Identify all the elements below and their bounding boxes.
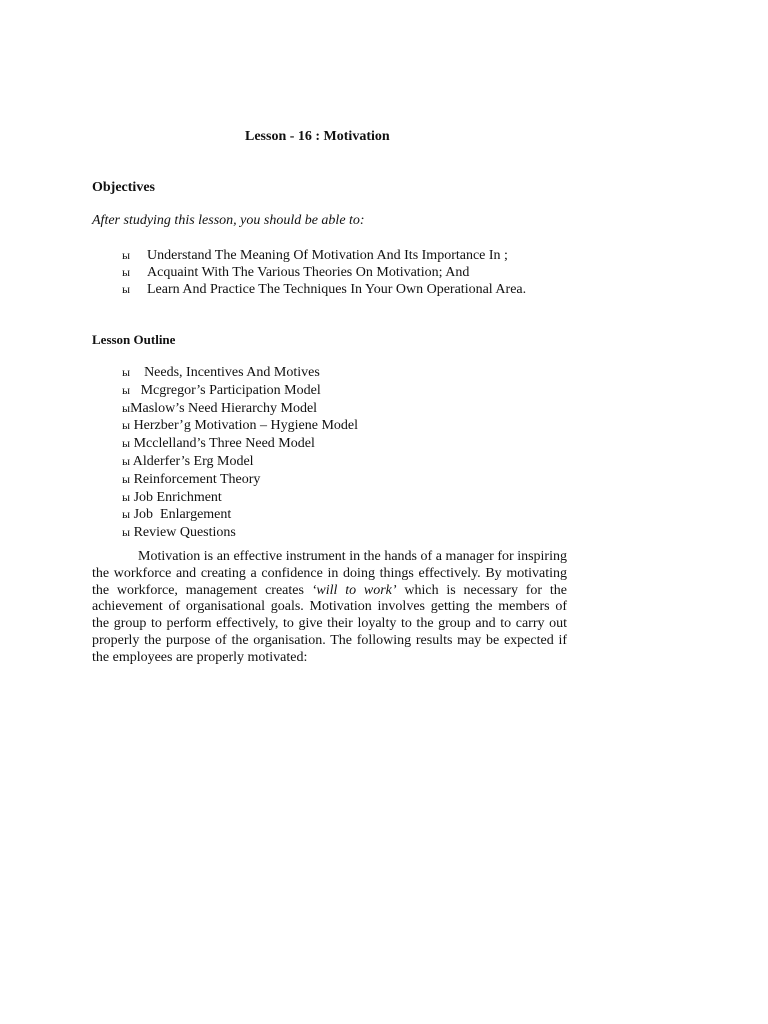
bullet-icon: ы — [122, 471, 131, 486]
outline-list — [122, 364, 358, 542]
objectives-list — [122, 247, 567, 298]
outline-text: Herzber’g Motivation – Hygiene Model — [130, 418, 359, 434]
bullet-icon: ы — [122, 382, 131, 397]
will-to-work-emphasis: ‘will to work’ — [311, 582, 397, 598]
objectives-heading: Objectives — [92, 180, 155, 195]
outline-text: Job Enlargement — [130, 507, 232, 523]
list-item — [122, 471, 358, 489]
bullet-icon: ы — [122, 418, 131, 433]
outline-text: Job Enrichment — [130, 489, 222, 505]
bullet-icon: ы — [122, 507, 131, 522]
objectives-intro: After studying this lesson, you should be able to: — [92, 213, 365, 228]
body-paragraph — [92, 549, 567, 667]
list-item — [122, 281, 567, 298]
list-item — [122, 489, 358, 507]
bullet-icon: ы — [122, 400, 131, 415]
objective-text: Learn And Practice The Techniques In Your Own Operational Area. — [147, 282, 527, 297]
list-item — [122, 417, 358, 435]
bullet-icon: ы — [122, 282, 131, 296]
objective-text: Understand The Meaning Of Motivation And Its Importance In ; — [147, 248, 508, 263]
list-item — [122, 506, 358, 524]
bullet-icon: ы — [122, 489, 131, 504]
list-item — [122, 435, 358, 453]
list-item — [122, 453, 358, 471]
objective-text: Acquaint With The Various Theories On Motivation; And — [147, 265, 470, 280]
list-item — [122, 247, 567, 264]
bullet-icon: ы — [122, 525, 131, 540]
bullet-icon: ы — [122, 365, 131, 379]
bullet-icon: ы — [122, 436, 131, 451]
outline-text: Mcgregor’s Participation Model — [130, 382, 321, 398]
outline-text: Maslow’s Need Hierarchy Model — [130, 400, 318, 416]
bullet-icon: ы — [122, 453, 131, 468]
bullet-icon: ы — [122, 248, 131, 262]
outline-text: Alderfer’s Erg Model — [130, 453, 254, 469]
outline-text: Mcclelland’s Three Need Model — [130, 436, 315, 452]
lesson-title: Lesson - 16 : Motivation — [245, 129, 390, 144]
list-item — [122, 264, 567, 281]
list-item — [122, 382, 358, 400]
list-item — [122, 524, 358, 542]
outline-text: Review Questions — [130, 525, 236, 541]
outline-text: Needs, Incentives And Motives — [130, 365, 320, 380]
outline-text: Reinforcement Theory — [130, 471, 261, 487]
list-item — [122, 364, 358, 382]
paragraph-text: which is necessary for the achievement of organisational goals. Motivation involves getting the members of the group to perform effectively, to give their loyalty to the group and to carry out properly the purpose of the organisation. The following results may be expected if the employees are properly motivated: — [92, 582, 567, 665]
outline-heading: Lesson Outline — [92, 332, 176, 347]
paragraph-text: Motivation is an effective instrument in the hands of a manager for inspiring the workforce and creating a confidence in doing things effectively. By motivating the workforce, management creates — [92, 549, 567, 598]
list-item — [122, 400, 358, 418]
bullet-icon: ы — [122, 265, 131, 279]
